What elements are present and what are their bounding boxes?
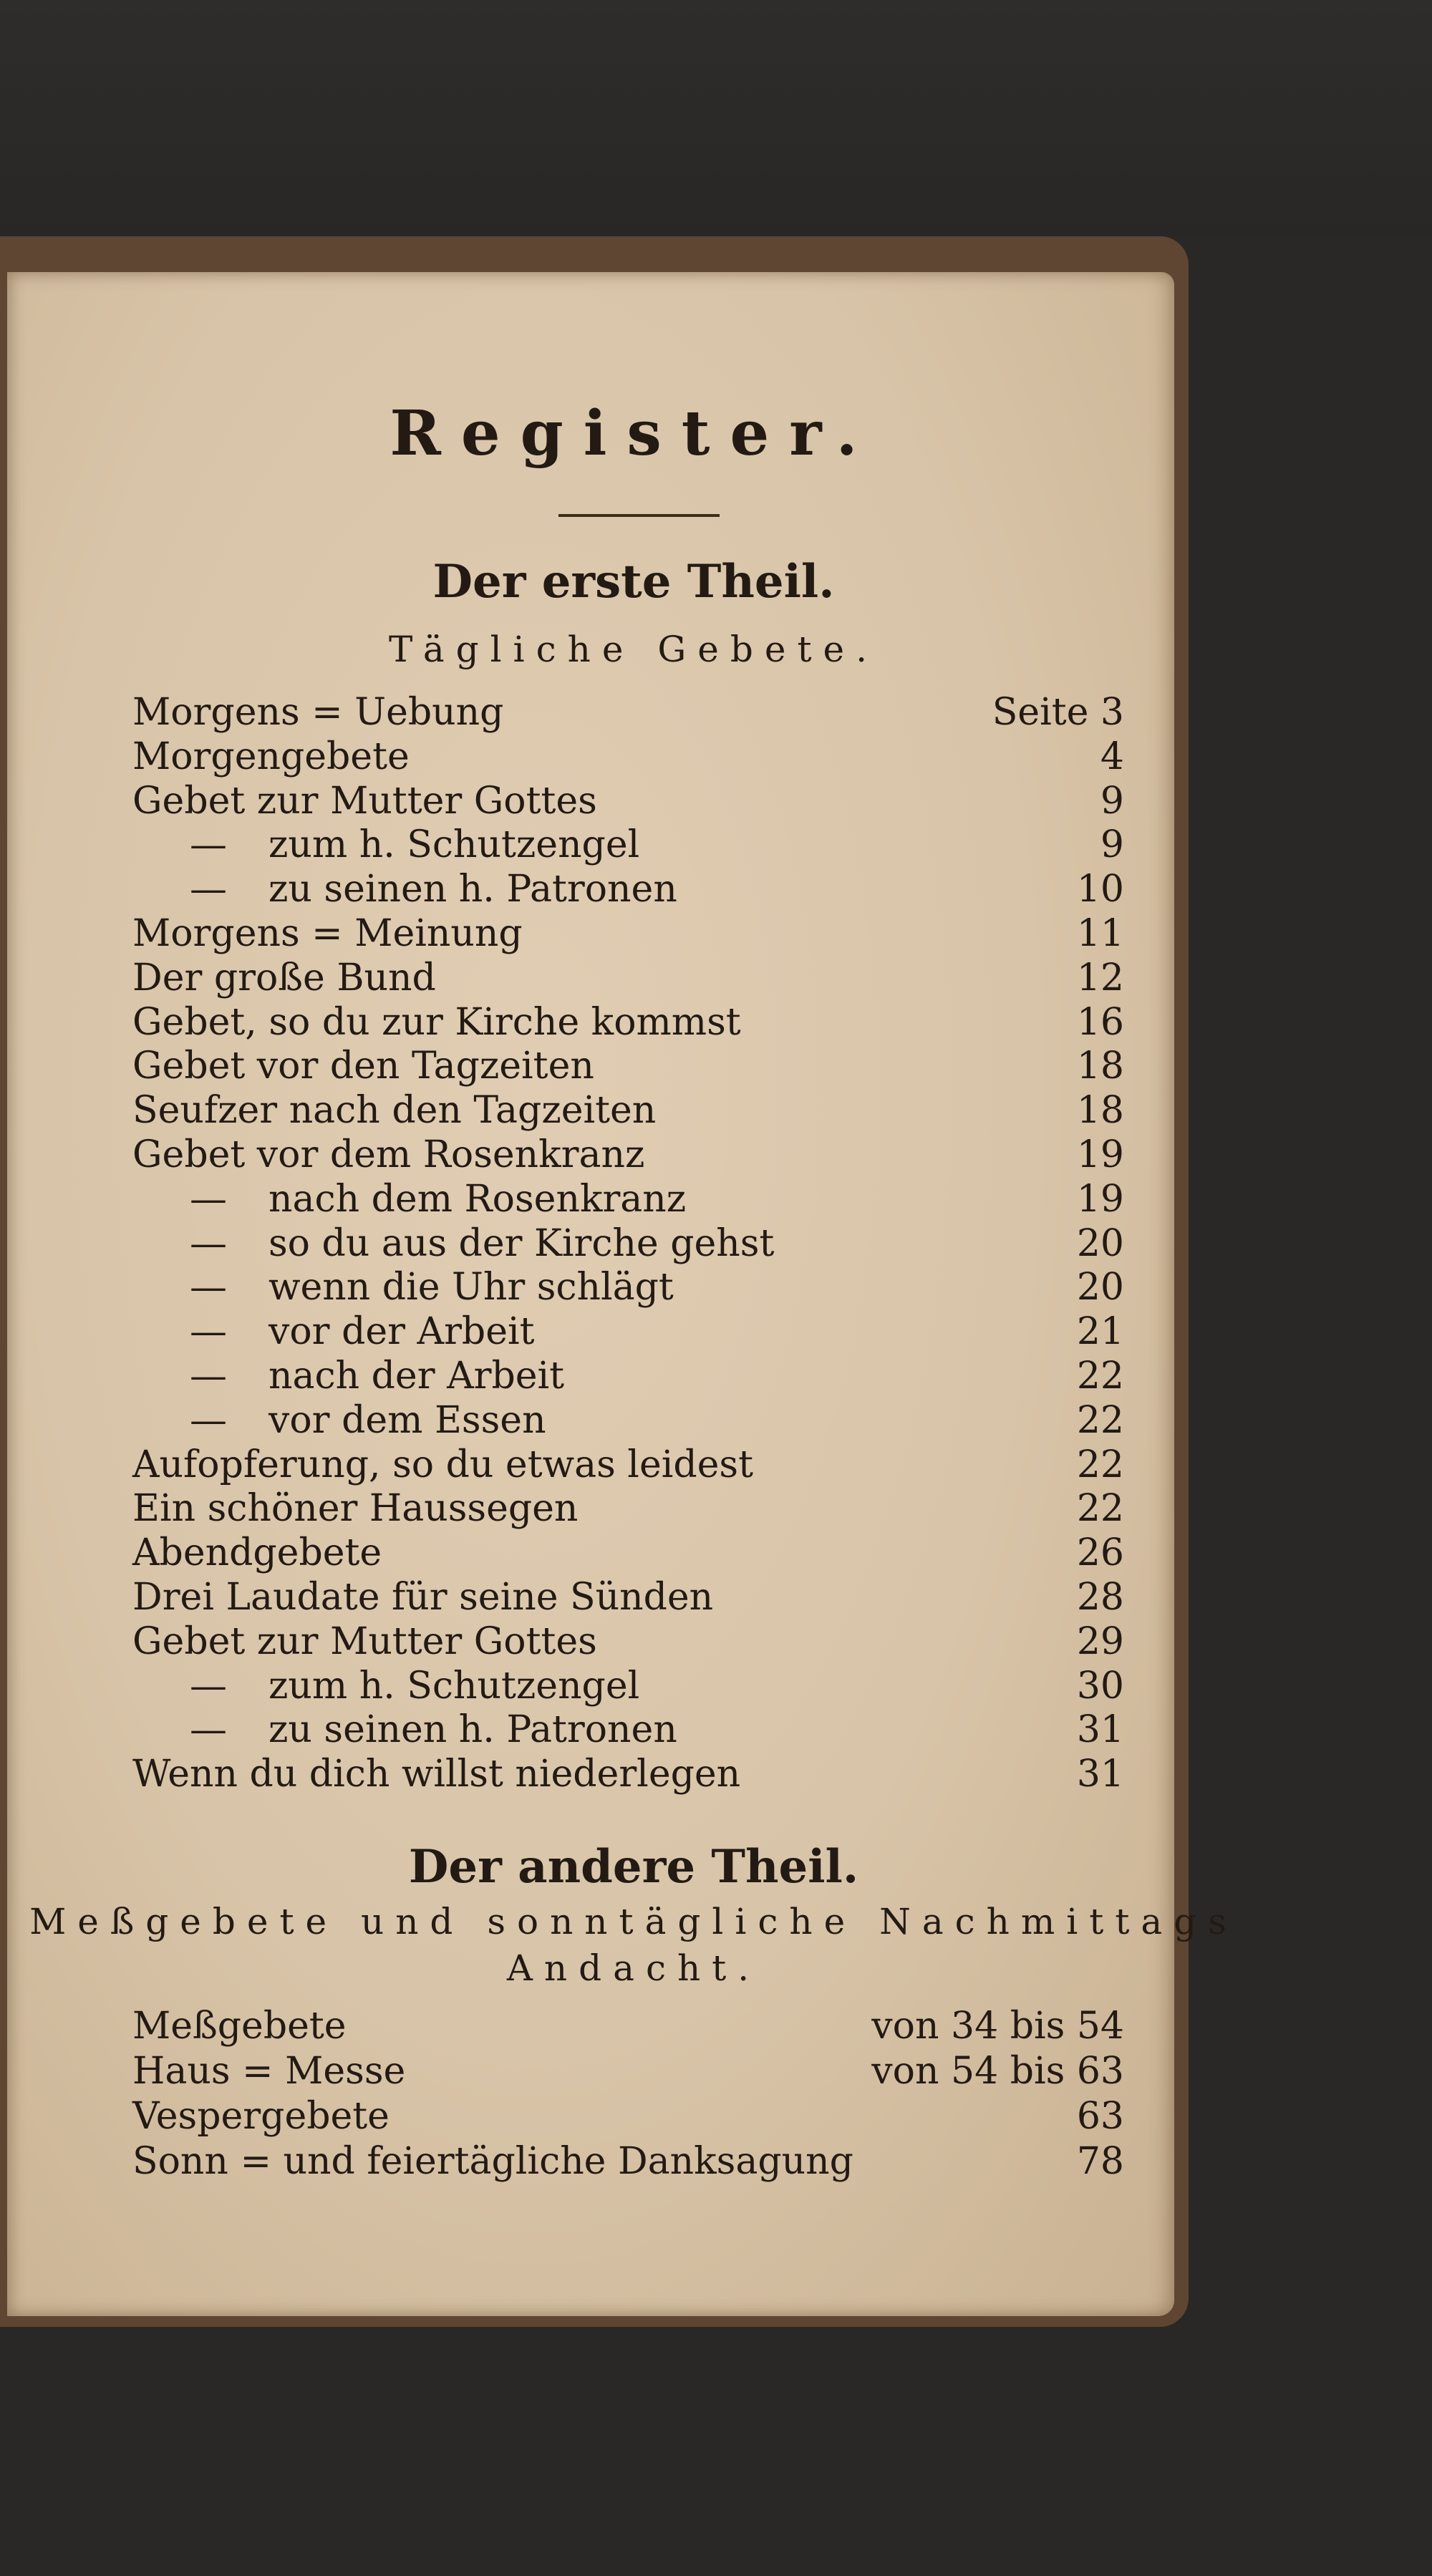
entry-label: Der große Bund bbox=[132, 956, 436, 999]
entry-label: Gebet zur Mutter Gottes bbox=[132, 779, 597, 823]
register-entry bbox=[132, 1708, 1124, 1753]
background bbox=[0, 0, 1432, 236]
register-entry bbox=[132, 1753, 1124, 1797]
entry-page-number: von 54 bis 63 bbox=[871, 2050, 1124, 2093]
entry-page-number: 63 bbox=[1076, 2095, 1124, 2138]
entry-label: Meßgebete bbox=[132, 2005, 347, 2048]
entry-page-number: 20 bbox=[1076, 1221, 1124, 1265]
entry-label: vor dem Essen bbox=[268, 1398, 546, 1442]
register-entry bbox=[132, 1222, 1124, 1267]
part1-heading: Der erste Theil. bbox=[432, 555, 835, 609]
register-entry bbox=[132, 1620, 1124, 1665]
entry-label: Ein schöner Haussegen bbox=[132, 1487, 579, 1531]
entry-label: nach der Arbeit bbox=[268, 1355, 565, 1398]
part2-heading: Der andere Theil. bbox=[408, 1840, 859, 1894]
entry-dash: — bbox=[190, 1355, 227, 1398]
entry-dash: — bbox=[190, 868, 227, 911]
entry-page-number: 21 bbox=[1076, 1310, 1124, 1354]
entry-label: Abendgebete bbox=[132, 1531, 382, 1575]
entry-label: Haus = Messe bbox=[132, 2050, 406, 2093]
register-entry bbox=[132, 2140, 1124, 2184]
entry-label: Gebet zur Mutter Gottes bbox=[132, 1619, 597, 1663]
register-entry bbox=[132, 2050, 1124, 2094]
entry-label: so du aus der Kirche gehst bbox=[268, 1221, 775, 1265]
register-entry bbox=[132, 2005, 1124, 2049]
entry-label: vor der Arbeit bbox=[268, 1310, 535, 1354]
entry-label: zu seinen h. Patronen bbox=[268, 868, 677, 911]
entry-page-number: 20 bbox=[1076, 1266, 1124, 1309]
entry-label: Gebet vor den Tagzeiten bbox=[132, 1045, 594, 1088]
entry-page-number: 4 bbox=[1100, 735, 1124, 778]
entry-page-number: 78 bbox=[1076, 2140, 1124, 2183]
register-entry bbox=[132, 1576, 1124, 1620]
entry-dash: — bbox=[190, 1266, 227, 1309]
register-entry bbox=[132, 1443, 1124, 1488]
register-entry bbox=[132, 1001, 1124, 1045]
entry-label: Aufopferung, so du etwas leidest bbox=[132, 1443, 753, 1486]
entry-dash: — bbox=[190, 1221, 227, 1265]
register-entry bbox=[132, 1531, 1124, 1576]
entry-page-number: 31 bbox=[1076, 1708, 1124, 1752]
entry-page-number: 12 bbox=[1076, 956, 1124, 999]
register-entry bbox=[132, 735, 1124, 780]
entry-dash: — bbox=[190, 1664, 227, 1708]
register-entry bbox=[132, 1399, 1124, 1443]
register-entry bbox=[132, 868, 1124, 912]
entry-label: Wenn du dich willst niederlegen bbox=[132, 1753, 741, 1796]
register-title: Register. bbox=[390, 397, 878, 470]
entry-page-number: 22 bbox=[1076, 1443, 1124, 1486]
entry-label: Vespergebete bbox=[132, 2095, 390, 2138]
entry-page-number: 19 bbox=[1076, 1133, 1124, 1176]
entry-label: zu seinen h. Patronen bbox=[268, 1708, 677, 1752]
entry-label: zum h. Schutzengel bbox=[268, 1664, 640, 1708]
entry-label: Gebet, so du zur Kirche kommst bbox=[132, 1000, 741, 1044]
entry-dash: — bbox=[190, 1708, 227, 1752]
entry-page-number: 19 bbox=[1076, 1177, 1124, 1221]
register-entry bbox=[132, 912, 1124, 957]
part2-section-heading-line2: Andacht. bbox=[506, 1947, 761, 1989]
entry-page-number: 26 bbox=[1076, 1531, 1124, 1575]
entry-page-number: Seite 3 bbox=[992, 691, 1124, 734]
entry-label: zum h. Schutzengel bbox=[268, 823, 640, 867]
entry-page-number: 9 bbox=[1100, 823, 1124, 867]
register-entry bbox=[132, 691, 1124, 735]
entry-page-number: 11 bbox=[1076, 912, 1124, 955]
entry-page-number: 22 bbox=[1076, 1398, 1124, 1442]
register-entry bbox=[132, 1133, 1124, 1178]
register-entry bbox=[132, 1665, 1124, 1709]
entry-label: Morgens = Uebung bbox=[132, 691, 504, 734]
entry-page-number: 22 bbox=[1076, 1355, 1124, 1398]
register-entry bbox=[132, 1266, 1124, 1310]
title-rule bbox=[558, 514, 720, 517]
entry-label: Seufzer nach den Tagzeiten bbox=[132, 1089, 657, 1133]
entry-page-number: 18 bbox=[1076, 1045, 1124, 1088]
entry-page-number: 30 bbox=[1076, 1664, 1124, 1708]
part2-section-heading-line1: Meßgebete und sonntägliche Nachmittags bbox=[29, 1901, 1238, 1942]
entry-page-number: 29 bbox=[1076, 1619, 1124, 1663]
part1-section-heading: Tägliche Gebete. bbox=[388, 629, 879, 670]
register-entry bbox=[132, 1089, 1124, 1133]
entry-page-number: 16 bbox=[1076, 1000, 1124, 1044]
entry-page-number: 28 bbox=[1076, 1576, 1124, 1619]
register-entry bbox=[132, 1355, 1124, 1399]
register-entry bbox=[132, 1045, 1124, 1089]
register-entry bbox=[132, 957, 1124, 1001]
register-entry bbox=[132, 2095, 1124, 2139]
entry-label: nach dem Rosenkranz bbox=[268, 1177, 687, 1221]
entry-page-number: 10 bbox=[1076, 868, 1124, 911]
entry-dash: — bbox=[190, 1310, 227, 1354]
entry-page-number: 18 bbox=[1076, 1089, 1124, 1133]
register-entry bbox=[132, 1487, 1124, 1531]
entry-page-number: 22 bbox=[1076, 1487, 1124, 1531]
entry-page-number: 31 bbox=[1076, 1753, 1124, 1796]
entry-page-number: 9 bbox=[1100, 779, 1124, 823]
register-entry bbox=[132, 1178, 1124, 1222]
entry-dash: — bbox=[190, 823, 227, 867]
entry-label: Sonn = und feiertägliche Danksagung bbox=[132, 2140, 853, 2183]
entry-dash: — bbox=[190, 1398, 227, 1442]
entry-label: Gebet vor dem Rosenkranz bbox=[132, 1133, 645, 1176]
entry-label: Morgens = Meinung bbox=[132, 912, 523, 955]
entry-dash: — bbox=[190, 1177, 227, 1221]
register-entry bbox=[132, 1310, 1124, 1355]
entry-label: wenn die Uhr schlägt bbox=[268, 1266, 674, 1309]
register-entry bbox=[132, 780, 1124, 824]
entry-label: Morgengebete bbox=[132, 735, 410, 778]
register-entry bbox=[132, 823, 1124, 868]
entry-label: Drei Laudate für seine Sünden bbox=[132, 1576, 714, 1619]
entry-page-number: von 34 bis 54 bbox=[871, 2005, 1124, 2048]
